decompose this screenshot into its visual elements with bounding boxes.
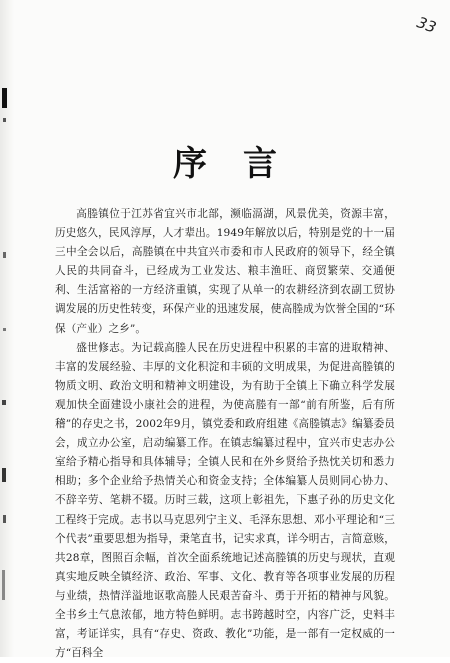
- scan-binding-edge: [0, 0, 14, 657]
- page-number: 33: [414, 13, 439, 37]
- scan-edge-mark: [3, 118, 6, 122]
- page-title: 序言: [173, 144, 313, 184]
- scan-edge-mark: [3, 252, 6, 258]
- body-text: [55, 205, 395, 663]
- scan-edge-mark: [2, 88, 7, 108]
- paragraph-1: 高塍镇位于江苏省宜兴市北部，濒临滆湖，风景优美，资源丰富，历史悠久，民风淳厚，人才辈出。1949年解放以后，特别是党的十一届三中全会以后，高塍镇在中共宜兴市委和市人民政府的领导下，经全镇人民的共同奋斗，已经成为工业发达、粮丰渔旺、商贸繁荣、交通便利、生活富裕的一方经济重镇，实现了从单一的农耕经济到农副工贸协调发展的历史性转变，环保产业的迅速发展，使高塍成为饮誉全国的“环保（产业）之乡”。: [55, 208, 395, 335]
- scan-edge-mark: [2, 400, 6, 405]
- scan-edge-mark: [2, 468, 6, 482]
- paragraph-2: 盛世修志。为记载高塍人民在历史进程中积累的丰富的进取精神、丰富的发展经验、丰厚的文化积淀和丰硕的文明成果，为促进高塍镇的物质文明、政治文明和精神文明建设，为有助于全镇上下确立科学发展观加快全面建设小康社会的进程，为使高塍有一部“前有所鉴，后有所稽”的存史之书，2002年9月，镇党委和政府组建《高塍镇志》编纂委员会，成立办公室，启动编纂工作。在镇志编纂过程中，宜兴市史志办公室给予精心指导和具体辅导；全镇人民和在外乡贤给予热忱关切和悉力相助；多个企业给予热情关心和资金支持；全体编纂人员则同心协力、不辞辛劳、笔耕不辍。历时三载，这项上彰祖先，下惠子孙的历史文化工程终于完成。志书以马克思列宁主义、毛泽东思想、邓小平理论和“三个代表”重要思想为指导，秉笔直书，记实求真，详今明古，言简意赅，共28章，图照百余幅，首次全面系统地记述高塍镇的历史与现状，直观真实地反映全镇经济、政治、军事、文化、教育等各项事业发展的历程与业绩，热情洋溢地讴歌高塍人民艰苦奋斗、勇于开拓的精神与风貌。全书乡土气息浓郁，地方特色鲜明。志书跨越时空，内容广泛，史料丰富，考证详实，具有“存史、资政、教化”功能，是一部有一定权威的一方“百科全: [55, 341, 395, 660]
- scan-edge-mark: [3, 515, 6, 523]
- scan-edge-mark: [3, 328, 6, 331]
- scan-edge-mark: [2, 570, 5, 600]
